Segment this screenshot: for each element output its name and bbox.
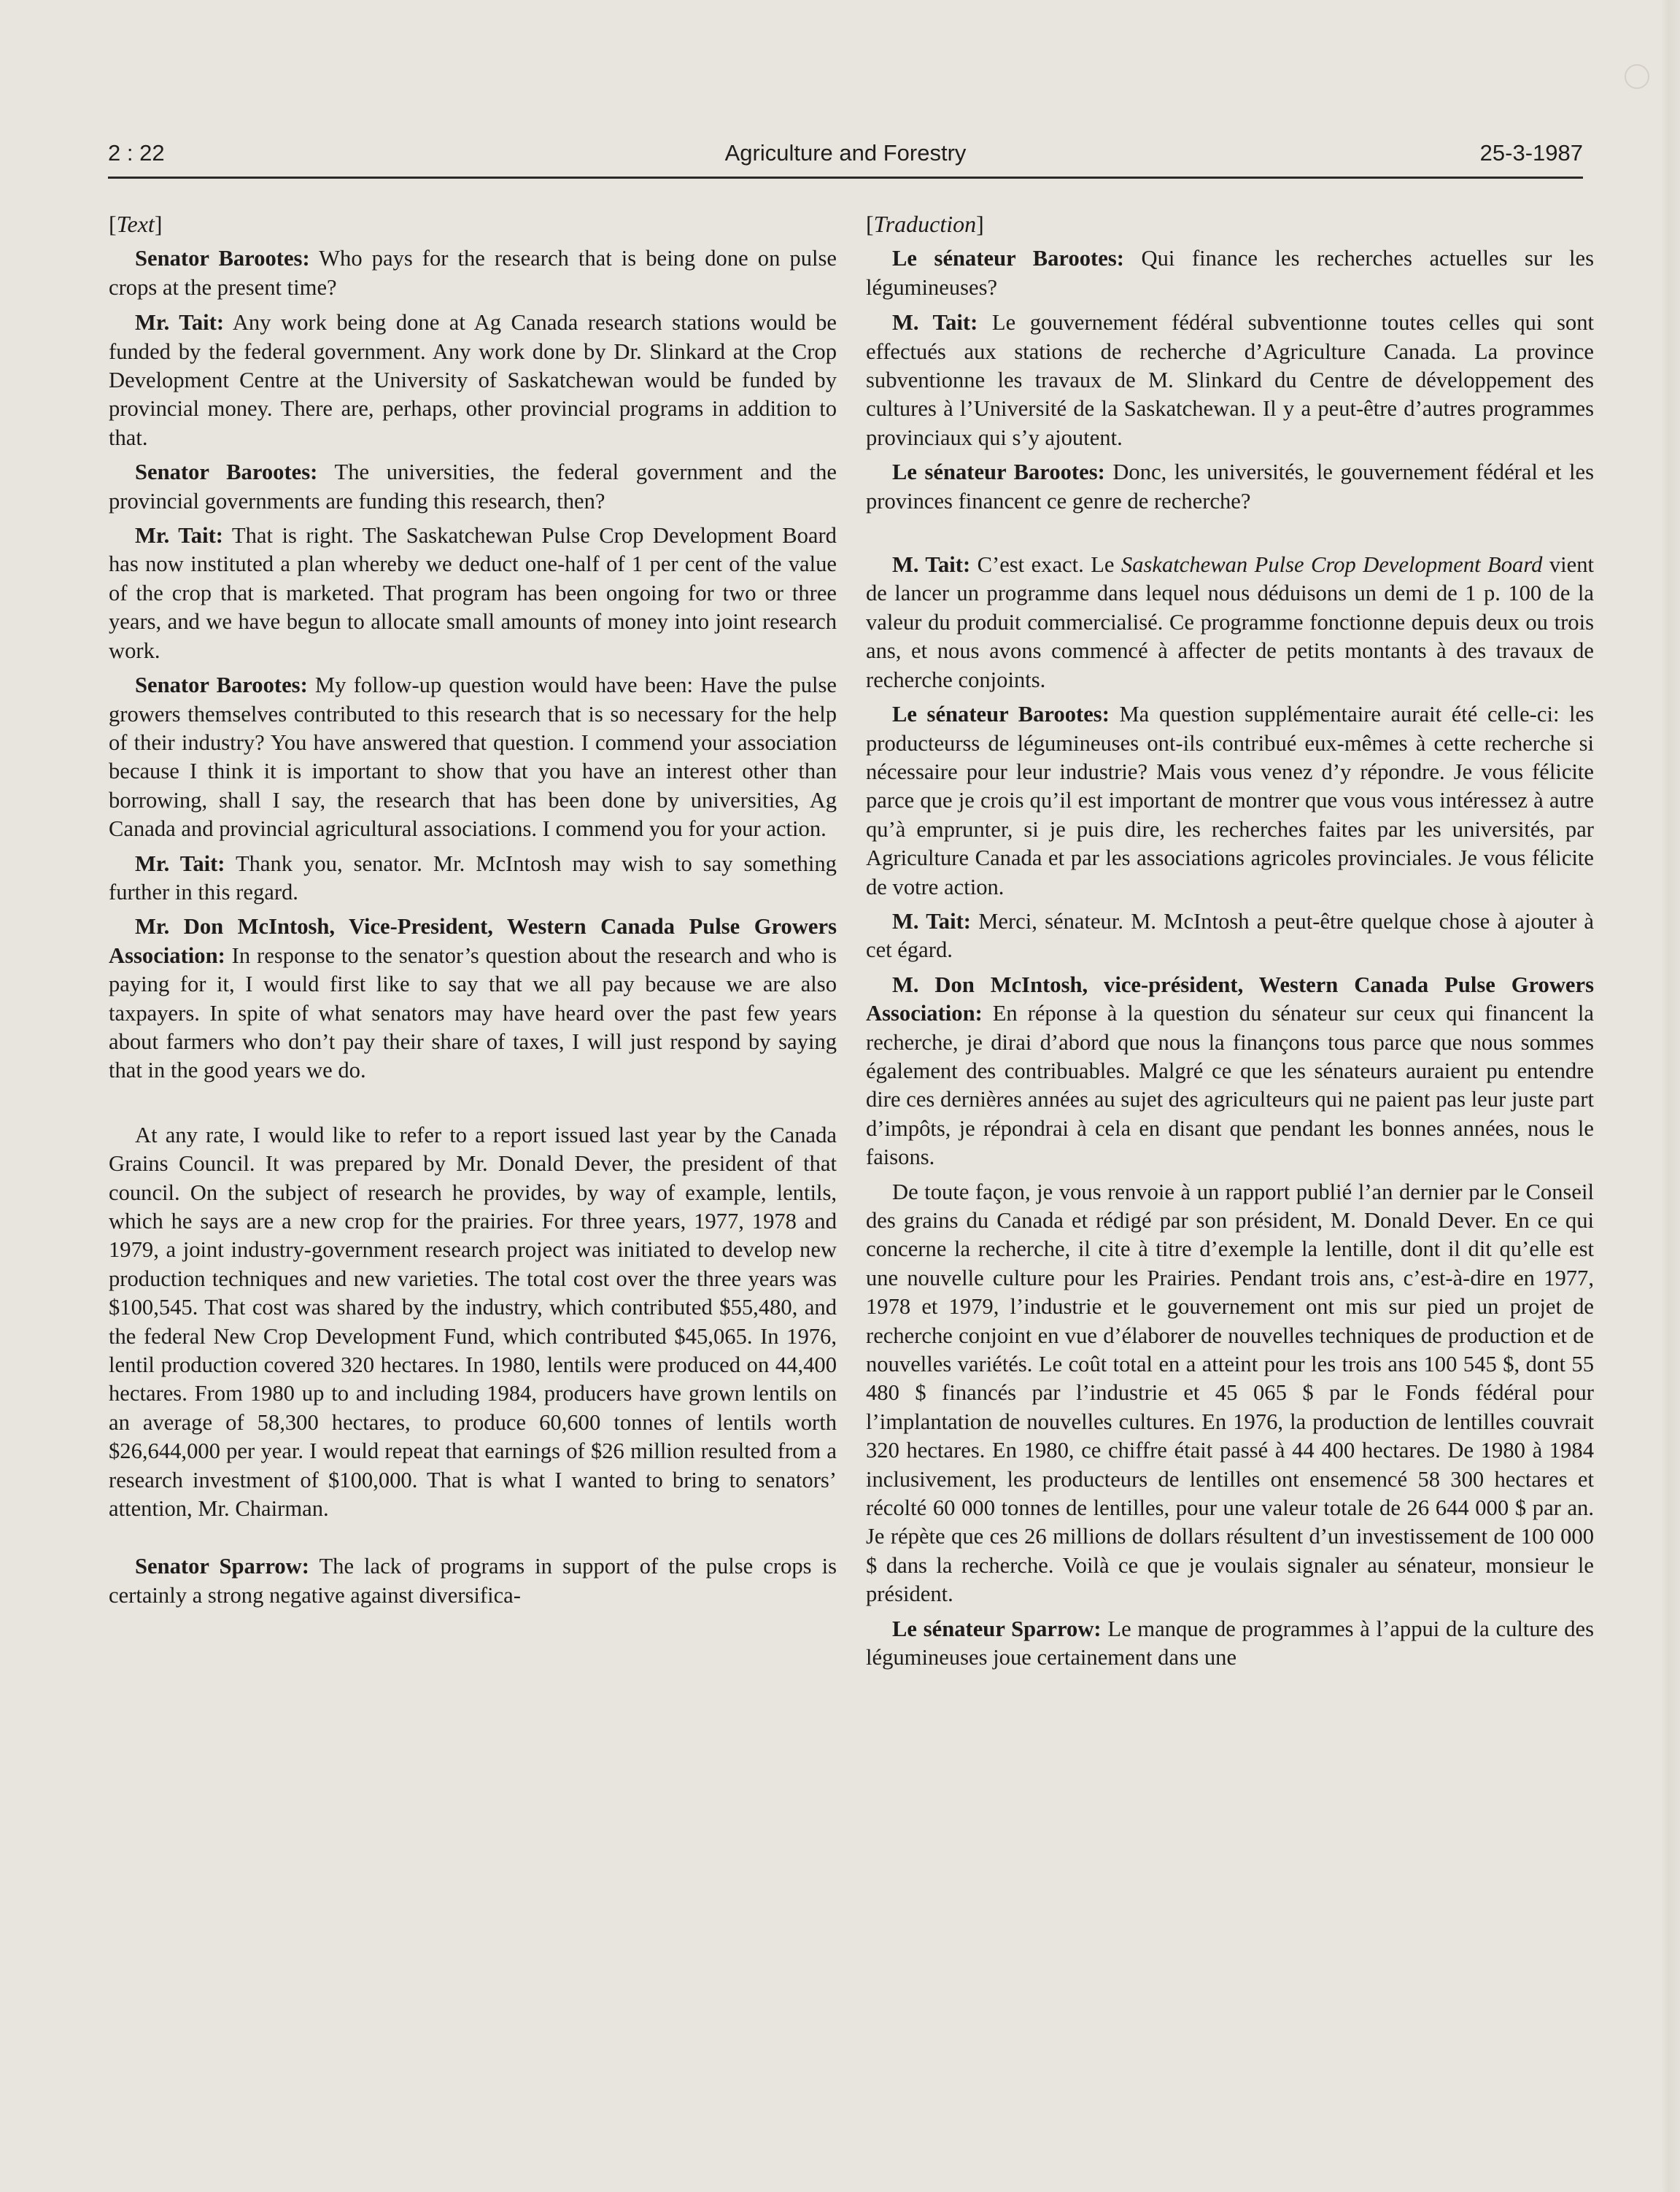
speaker-name: Le sénateur Sparrow: <box>892 1616 1102 1641</box>
speech-text: Any work being done at Ag Canada research stations would be funded by the federal government. Any work done by Dr. Slinkard at the Crop Development Centre at the University of Saskatchewan would be funded by provincial money. There are, perhaps, other provincial programs in addition to that. <box>109 310 837 450</box>
column-label: [Text] <box>109 211 163 237</box>
english-column <box>109 210 837 1610</box>
paragraph <box>109 244 837 302</box>
speech-text: At any rate, I would like to refer to a report issued last year by the Canada Grains Council. It was prepared by Mr. Donald Dever, the president of that council. On the subject of research he provides, by way of example, lentils, which he says are a new crop for the prairies. For three years, 1977, 1978 and 1979, a joint industry-government research project was initiated to develop new production techniques and new varieties. The total cost over the three years was $100,545. That cost was shared by the industry, which contributed $55,480, and the federal New Crop Development Fund, which contributed $45,065. In 1976, lentil production covered 320 hectares. In 1980, lentils were produced on 44,400 hectares. From 1980 up to and including 1984, producers have grown lentils on an average of 58,300 hectares, to produce 60,600 tonnes of lentils worth $26,644,000 per year. I would repeat that earnings of $26 million resulted from a research investment of $100,000. That is what I wanted to bring to senators’ attention, Mr. Chairman. <box>109 1122 837 1522</box>
paragraph <box>866 458 1594 516</box>
speech-text: In response to the senator’s question about the research and who is paying for it, I would first like to say that we all pay because we are also taxpayers. In spite of what senators may have heard over the past few years about farmers who don’t pay their share of taxes, I will just respond by saying that in the good years we do. <box>109 942 837 1083</box>
speech-text: Le gouvernement fédéral subventionne toutes celles qui sont effectués aux stations de recherche d’Agriculture Canada. La province subventionne les travaux de M. Slinkard du Centre de développement des cultures à l’Université de la Saskatchewan. Il y a peut-être d’autres programmes provinciaux qui s’y ajoutent. <box>866 310 1594 450</box>
speaker-name: Le sénateur Barootes: <box>892 460 1105 485</box>
paragraph <box>109 309 837 452</box>
speech-text: En réponse à la question du sénateur sur ceux qui financent la recherche, je dirai d’abord que nous la finançons tous parce que nous sommes également des contribuables. Malgré ce que les sénateurs auraient pu entendre dire ces dernières années au sujet des agriculteurs qui ne paient pas leur juste part d’impôts, je répondrai à cela en disant que pendant les bonnes années, nous le faisons. <box>866 1001 1594 1170</box>
speech-text: Qui finance les recherches actuelles sur les légumineuses? <box>866 246 1594 300</box>
speaker-name: Mr. Don McIntosh, Vice-President, Western Canada Pulse Growers Association: <box>109 914 837 968</box>
speech-text: De toute façon, je vous renvoie à un rapport publié l’an dernier par le Conseil des grains du Canada et rédigé par son président, M. Donald Dever. En ce qui concerne la recherche, il cite à titre d’exemple la lentille, dont il dit qu’elle est une nouvelle culture pour les Prairies. Pendant trois ans, c’est-à-dire en 1977, 1978 et 1979, l’industrie et le gouvernement ont mis sur pied un projet de recherche conjoint en vue d’élaborer de nouvelles techniques de production et de nouvelles variétés. Le coût total en a atteint pour les trois ans 100 545 $, dont 55 480 $ financés par l’industrie et 45 065 $ par le Fonds fédéral pour l’implantation de nouvelles cultures. En 1976, la production de lentilles couvrait 320 hectares. En 1980, ce chiffre était passé à 44 400 hectares. De 1980 à 1984 inclusivement, les producteurs de lentilles ont ensemencé 58 300 hectares et récolté 60 000 tonnes de lentilles, pour une valeur totale de 26 644 000 $ par an. Je répète que ces 26 millions de dollars résultent d’un investissement de 100 000 $ dans la recherche. Voilà ce que je voulais signaler au sénateur, monsieur le président. <box>866 1179 1594 1607</box>
speech-text: The universities, the federal government and the provincial governments are funding this research, then? <box>109 460 837 514</box>
paragraph <box>866 309 1594 452</box>
paragraph <box>109 850 837 907</box>
paragraph <box>109 1121 837 1524</box>
paragraph <box>866 971 1594 1172</box>
speech-text: Ma question supplémentaire aurait été celle-ci: les producteurss de légumineuses ont-ils contribué eux-mêmes à cette recherche si nécessaire pour leur industrie? Mais vous venez d’y répondre. Je vous félicite parce que je crois qu’il est important de montrer que vous vous intéressez à autre qu’à emprunter, si je puis dire, les recherches faites par les universités, par Agriculture Canada et par les associations agricoles provinciales. Je vous félicite de votre action. <box>866 702 1595 899</box>
publication-title: Agriculture and Forestry <box>724 140 967 166</box>
speech-text: Donc, les universités, le gouvernement fédéral et les provinces financent ce genre de recherche? <box>866 460 1594 514</box>
paragraph <box>109 913 837 1085</box>
speech-text: Thank you, senator. Mr. McIntosh may wish to say something further in this regard. <box>109 851 837 905</box>
board-name: Saskatchewan Pulse Crop Development Board <box>1120 552 1543 578</box>
speaker-name: M. Don McIntosh, vice-président, Western Canada Pulse Growers Association: <box>866 972 1594 1026</box>
running-header <box>108 140 1583 175</box>
paragraph <box>109 671 837 843</box>
speaker-name: Le sénateur Barootes: <box>892 702 1110 727</box>
speech-text: Merci, sénateur. M. McIntosh a peut-être quelque chose à ajouter à cet égard. <box>866 908 1595 963</box>
speaker-name: Mr. Tait: <box>135 851 225 876</box>
paragraph <box>866 907 1594 965</box>
speaker-name: Le sénateur Barootes: <box>892 246 1124 271</box>
paragraph <box>866 551 1594 694</box>
speech-text: C’est exact. Le <box>977 552 1115 578</box>
speaker-name: M. Tait: <box>892 310 978 336</box>
speaker-name: Mr. Tait: <box>135 523 223 549</box>
speech-text: That is right. The Saskatchewan Pulse Crop Development Board has now instituted a plan whereby we deduct one-half of 1 per cent of the value of the crop that is marketed. That program has been ongoing for two or three years, and we have begun to allocate small amounts of money into joint research work. <box>109 523 837 663</box>
corner-stamp-mark <box>1625 64 1649 89</box>
paragraph <box>866 1178 1594 1609</box>
column-label: [Traduction] <box>866 211 984 237</box>
paragraph <box>109 1552 837 1610</box>
speaker-name: M. Tait: <box>892 908 971 934</box>
speech-text: Le manque de programmes à l’appui de la culture des légumineuses joue certainement dans une <box>866 1616 1594 1670</box>
header-rule <box>108 177 1583 179</box>
speech-text: The lack of programs in support of the pulse crops is certainly a strong negative against diversifica- <box>109 1554 837 1608</box>
paragraph <box>109 522 837 665</box>
page-number: 2 : 22 <box>108 140 165 166</box>
french-column <box>866 210 1594 1673</box>
paragraph <box>109 458 837 516</box>
speaker-name: Senator Barootes: <box>135 246 310 271</box>
sitting-date: 25-3-1987 <box>1479 140 1583 166</box>
speaker-name: Senator Barootes: <box>135 673 308 698</box>
speech-text: Who pays for the research that is being done on pulse crops at the present time? <box>109 246 837 300</box>
paragraph <box>866 1615 1594 1673</box>
paragraph <box>866 700 1594 902</box>
page-edge-shadow <box>1661 0 1680 2192</box>
speaker-name: Mr. Tait: <box>135 310 225 336</box>
speech-text: My follow-up question would have been: Have the pulse growers themselves contributed to this research that is so necessary for the help of their industry? You have answered that question. I commend your association because I think it is important to show that you have an interest other than borrowing, shall I say, the research that has been done by universities, Ag Canada and provincial agricultural associations. I commend you for your action. <box>109 673 837 842</box>
speaker-name: Senator Sparrow: <box>135 1554 309 1579</box>
paragraph <box>866 244 1594 302</box>
speaker-name: Senator Barootes: <box>135 460 318 485</box>
speaker-name: M. Tait: <box>892 552 971 578</box>
speech-text: vient de lancer un programme dans lequel nous déduisons un demi de 1 p. 100 de la valeur du produit commercialisé. Ce programme fonctionne depuis deux ou trois ans, et nous avons commencé à affecter de petits montants à des travaux de recherche conjoints. <box>866 552 1594 692</box>
